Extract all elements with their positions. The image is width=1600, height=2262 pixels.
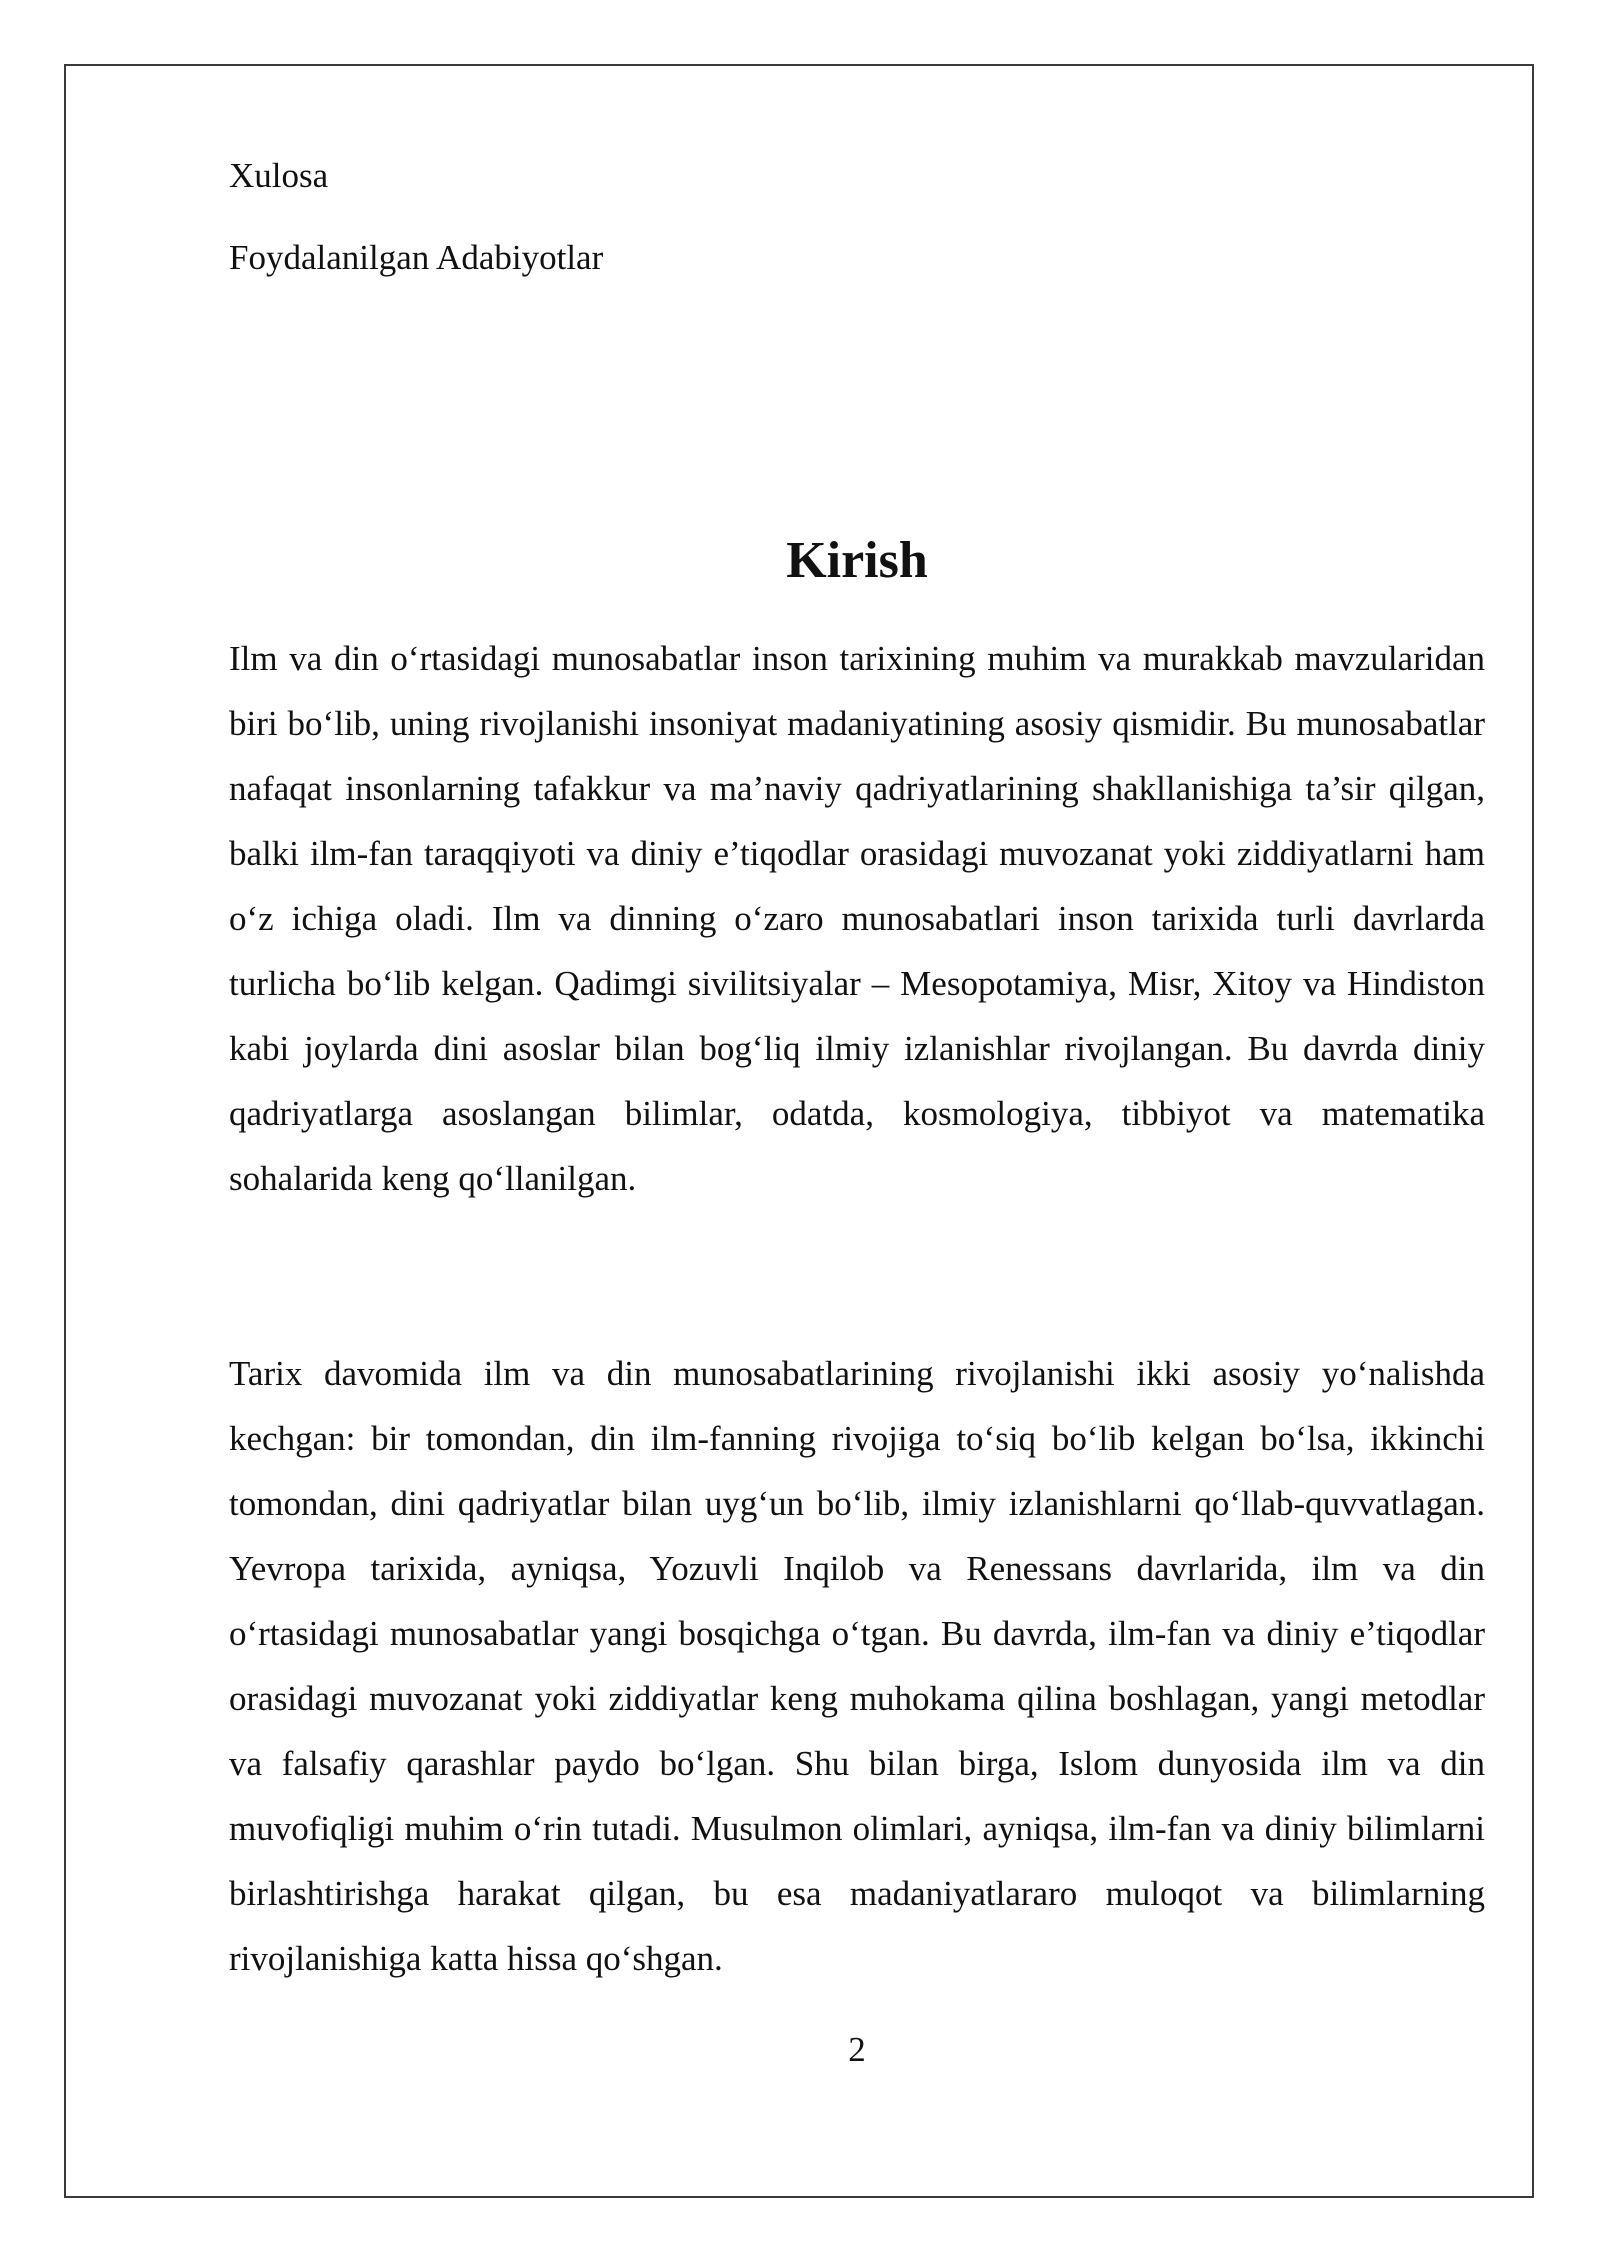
body-paragraph: Ilm va din o‘rtasidagi munosabatlar inson tarixining muhim va murakkab mavzularidan biri bo‘lib, uning rivojlanishi insoniyat madaniyatining asosiy qismidir. Bu munosabatlar nafaqat insonlarning tafakkur va ma’naviy qadriyatlarining shakllanishiga ta’sir qilgan, balki ilm-fan taraqqiyoti va diniy e’tiqodlar orasidagi muvozanat yoki ziddiyatlarni ham o‘z ichiga oladi. Ilm va dinning o‘zaro munosabatlari inson tarixida turli davrlarda turlicha bo‘lib kelgan. Qadimgi sivilitsiyalar – Mesopotamiya, Misr, Xitoy va Hindiston kabi joylarda dini asoslar bilan bog‘liq ilmiy izlanishlar rivojlangan. Bu davrda diniy qadriyatlarga asoslangan bilimlar, odatda, kosmologiya, tibbiyot va matematika sohalarida keng qo‘llanilgan. [229,639,1485,1198]
toc-item-adabiyotlar: Foydalanilgan Adabiyotlar [229,238,604,277]
toc-item-xulosa: Xulosa [229,156,329,195]
body-paragraph: Tarix davomida ilm va din munosabatlarining rivojlanishi ikki asosiy yo‘nalishda kechgan: bir tomondan, din ilm-fanning rivojiga to‘siq bo‘lib kelgan bo‘lsa, ikkinchi tomondan, dini qadriyatlar bilan uyg‘un bo‘lib, ilmiy izlanishlarni qo‘llab-quvvatlagan. Yevropa tarixida, ayniqsa, Yozuvli Inqilob va Renessans davrlarida, ilm va din o‘rtasidagi munosabatlar yangi bosqichga o‘tgan. Bu davrda, ilm-fan va diniy e’tiqodlar orasidagi muvozanat yoki ziddiyatlar keng muhokama qilina boshlagan, yangi metodlar va falsafiy qarashlar paydo bo‘lgan. Shu bilan birga, Islom dunyosida ilm va din muvofiqligi muhim o‘rin tutadi. Musulmon olimlari, ayniqsa, ilm-fan va diniy bilimlarni birlashtirishga harakat qilgan, bu esa madaniyatlararo muloqot va bilimlarning rivojlanishiga katta hissa qo‘shgan. [229,1354,1485,1978]
section-heading: Kirish [786,531,928,589]
page-number: 2 [848,2030,866,2069]
